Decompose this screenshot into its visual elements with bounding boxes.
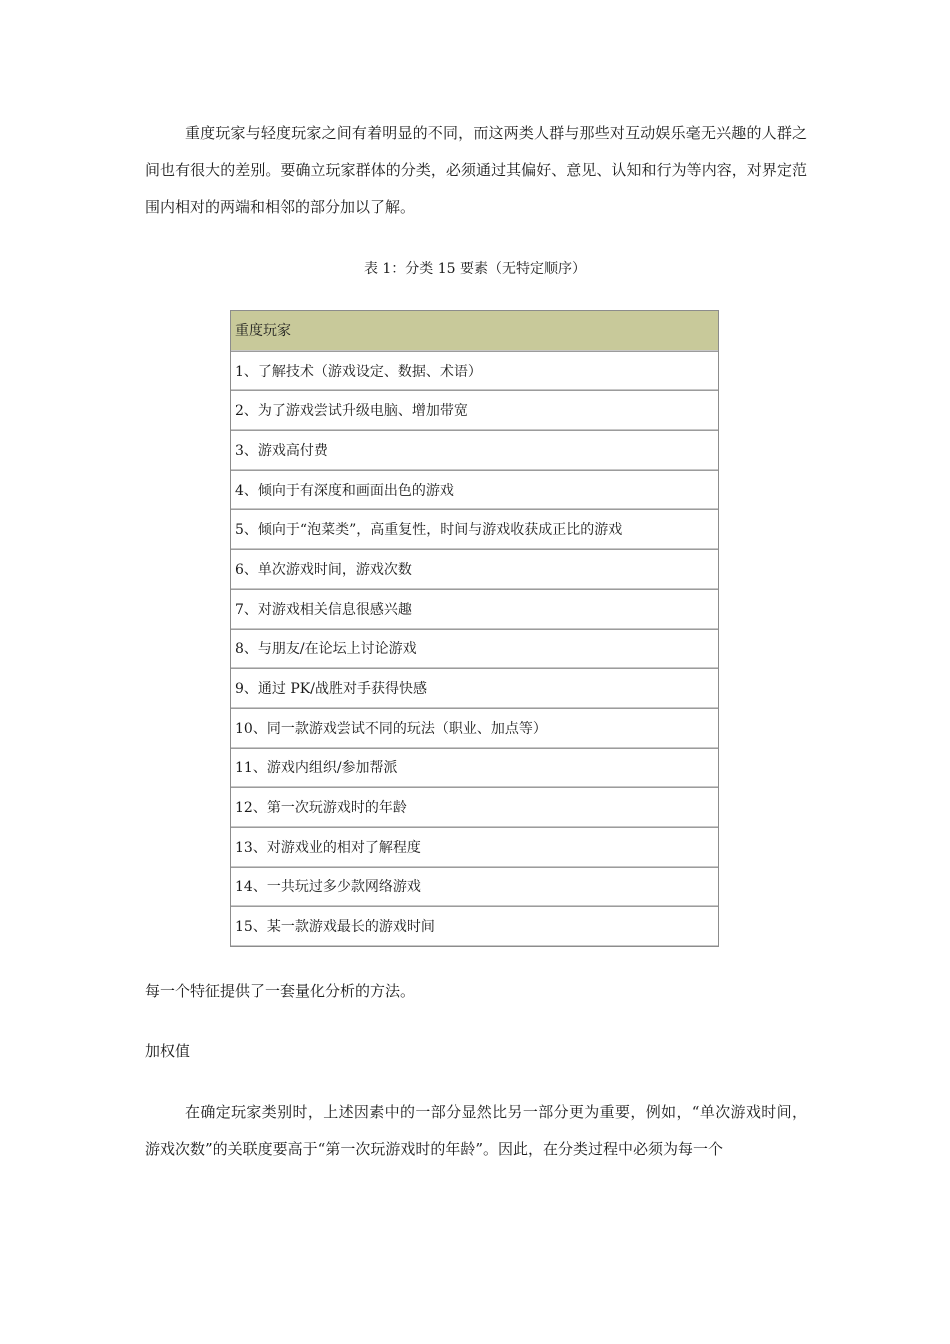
table-caption: 表 1：分类 15 要素（无特定顺序） xyxy=(363,261,587,277)
weighting-paragraph: 在确定玩家类别时，上述因素中的一部分显然比另一部分更为重要，例如，“单次游戏时间，游戏次数”的关联度要高于“第一次玩游戏时的年龄”。因此，在分类过程中必须为每一个 xyxy=(145,1103,807,1158)
table-row: 11、游戏内组织/参加帮派 xyxy=(231,748,718,788)
intro-paragraph: 重度玩家与轻度玩家之间有着明显的不同，而这两类人群与那些对互动娱乐毫无兴趣的人群之间也有很大的差别。要确立玩家群体的分类，必须通过其偏好、意见、认知和行为等内容，对界定范围内相对的两端和相邻的部分加以了解。 xyxy=(145,124,807,216)
factors-table xyxy=(230,310,719,947)
table-row: 7、对游戏相关信息很感兴趣 xyxy=(231,589,718,629)
quantification-line: 每一个特征提供了一套量化分析的方法。 xyxy=(145,982,416,1000)
table-row: 15、某一款游戏最长的游戏时间 xyxy=(231,906,718,946)
table-row: 4、倾向于有深度和画面出色的游戏 xyxy=(231,470,718,510)
table-row: 1、了解技术（游戏设定、数据、术语） xyxy=(231,351,718,391)
table-row: 13、对游戏业的相对了解程度 xyxy=(231,827,718,867)
table-row: 10、同一款游戏尝试不同的玩法（职业、加点等） xyxy=(231,708,718,748)
table-row: 3、游戏高付费 xyxy=(231,430,718,470)
section-heading: 加权值 xyxy=(145,1042,191,1060)
table-row: 2、为了游戏尝试升级电脑、增加带宽 xyxy=(231,390,718,430)
table-header: 重度玩家 xyxy=(231,311,718,351)
table-row: 5、倾向于“泡菜类”，高重复性，时间与游戏收获成正比的游戏 xyxy=(231,509,718,549)
table-row: 8、与朋友/在论坛上讨论游戏 xyxy=(231,629,718,669)
table-row: 6、单次游戏时间，游戏次数 xyxy=(231,549,718,589)
table-row: 9、通过 PK/战胜对手获得快感 xyxy=(231,668,718,708)
table-row: 12、第一次玩游戏时的年龄 xyxy=(231,787,718,827)
table-row: 14、一共玩过多少款网络游戏 xyxy=(231,867,718,907)
